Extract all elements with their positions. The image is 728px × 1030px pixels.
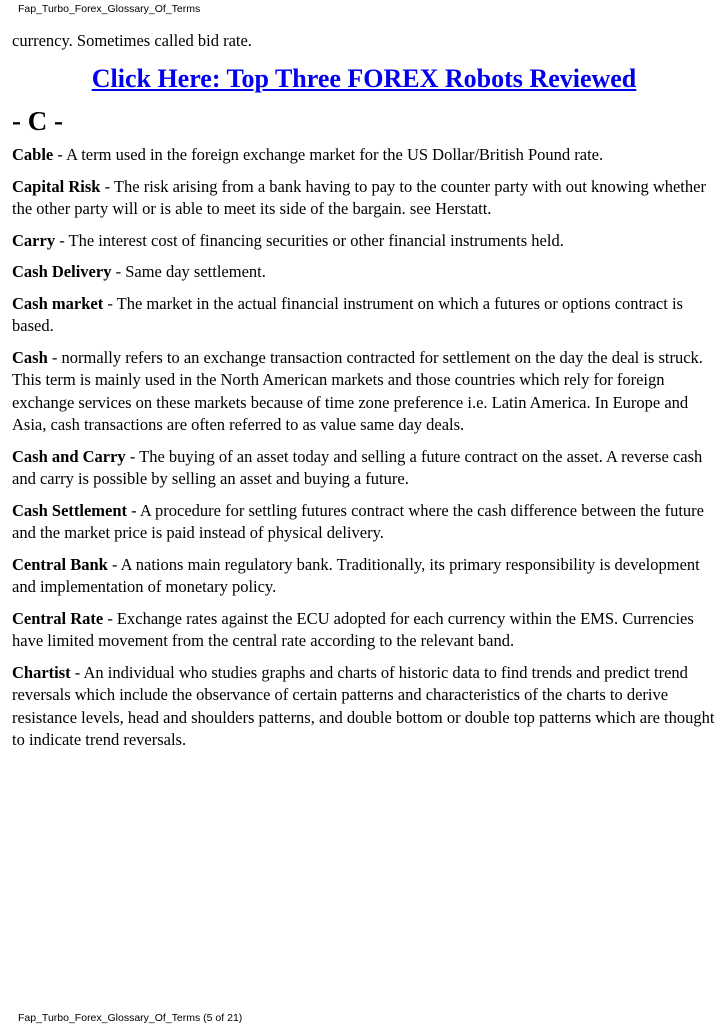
- glossary-term: Central Bank: [12, 554, 108, 574]
- page-header-title: Fap_Turbo_Forex_Glossary_Of_Terms: [18, 3, 201, 15]
- glossary-entry: [12, 347, 716, 437]
- glossary-entries: [12, 144, 716, 752]
- glossary-term: Cash: [12, 347, 48, 367]
- glossary-term: Chartist: [12, 662, 71, 682]
- glossary-term: Cable: [12, 145, 54, 164]
- glossary-definition: - The market in the actual financial instrument on which a futures or options contract is based.: [12, 293, 683, 335]
- glossary-definition: - normally refers to an exchange transaction contracted for settlement on the day the deal is struck. This term is mainly used in the North American markets and those countries which rely for foreign exchange services on these markets because of time zone preference i.e. Latin America. In Europe and Asia, cash transactions are often referred to as value same day deals.: [12, 347, 703, 434]
- glossary-term: Cash Settlement: [12, 500, 128, 520]
- intro-text: currency. Sometimes called bid rate.: [12, 31, 252, 50]
- glossary-entry: [12, 446, 716, 491]
- section-heading-c: - C -: [12, 106, 63, 136]
- glossary-term: Capital Risk: [12, 176, 101, 196]
- glossary-content: [12, 30, 716, 761]
- glossary-definition: - A term used in the foreign exchange market for the US Dollar/British Pound rate.: [53, 145, 604, 164]
- glossary-entry: [12, 261, 716, 284]
- glossary-term: Carry: [12, 230, 56, 250]
- glossary-definition: - Same day settlement.: [111, 262, 266, 281]
- glossary-entry: [12, 230, 716, 253]
- glossary-entry: [12, 608, 716, 653]
- glossary-entry: [12, 176, 716, 221]
- glossary-term: Central Rate: [12, 608, 104, 628]
- glossary-term: Cash and Carry: [12, 446, 126, 466]
- glossary-entry: [12, 662, 716, 752]
- glossary-entry: [12, 500, 716, 545]
- page-footer-title: Fap_Turbo_Forex_Glossary_Of_Terms (5 of 21): [18, 1012, 243, 1024]
- glossary-entry: [12, 293, 716, 338]
- glossary-term: Cash Delivery: [12, 262, 112, 281]
- glossary-entry: [12, 144, 716, 167]
- glossary-definition: - A nations main regulatory bank. Traditionally, its primary responsibility is development and implementation of monetary policy.: [12, 554, 700, 596]
- glossary-definition: - The interest cost of financing securities or other financial instruments held.: [55, 230, 564, 250]
- glossary-entry: [12, 554, 716, 599]
- glossary-definition: - Exchange rates against the ECU adopted for each currency within the EMS. Currencies have limited movement from the central rate according to the relevant band.: [12, 608, 694, 650]
- glossary-term: Cash market: [12, 293, 104, 313]
- promo-link[interactable]: Click Here: Top Three FOREX Robots Reviewed: [91, 64, 637, 93]
- glossary-definition: - A procedure for settling futures contract where the cash difference between the future and the market price is paid instead of physical delivery.: [12, 500, 704, 542]
- glossary-definition: - The risk arising from a bank having to pay to the counter party with out knowing whether the other party will or is able to meet its side of the bargain. see Herstatt.: [12, 176, 706, 218]
- glossary-definition: - An individual who studies graphs and charts of historic data to find trends and predict trend reversals which include the observance of certain patterns and characteristics of the charts to derive resistance levels, head and shoulders patterns, and double bottom or double top patterns which are thought to indicate trend reversals.: [12, 662, 715, 749]
- glossary-definition: - The buying of an asset today and selling a future contract on the asset. A reverse cash and carry is possible by selling an asset and buying a future.: [12, 446, 703, 488]
